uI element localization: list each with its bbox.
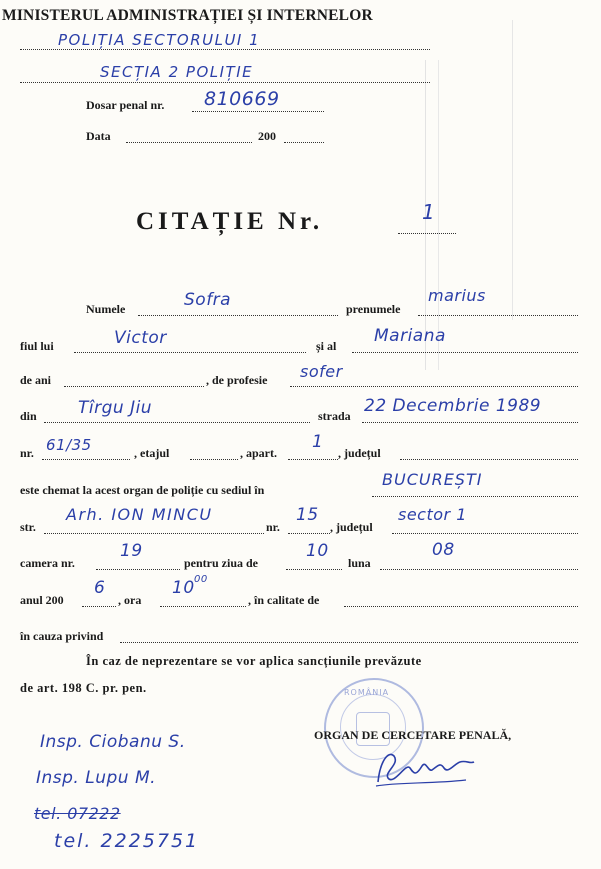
si-al-label: și al: [316, 339, 337, 353]
str-nr-label: nr.: [266, 520, 280, 534]
si-al-value: Mariana: [374, 326, 446, 346]
cauza-label: în cauza privind: [20, 629, 104, 643]
anul-value: 6: [94, 578, 106, 598]
din-label: din: [20, 409, 37, 423]
nr-label: nr.: [20, 446, 34, 460]
citation-title: CITAȚIE Nr.: [136, 208, 324, 235]
str-value: Arh. ION MINCU: [66, 505, 213, 524]
strada-label: strada: [318, 409, 351, 423]
nr-value: 61/35: [46, 436, 92, 454]
judetul-line: [400, 458, 578, 460]
anul-label: anul 200: [20, 593, 64, 607]
apart-label: , apart.: [240, 446, 277, 460]
profesie-line: [290, 385, 578, 387]
camera-value: 19: [120, 541, 143, 561]
strada-line: [362, 421, 578, 423]
nume-value: Sofra: [184, 290, 232, 310]
str-judetul-label: , județul: [330, 520, 373, 534]
dosar-line: [192, 110, 324, 112]
cauza-line: [120, 641, 578, 643]
nume-line: [138, 314, 338, 316]
chemat-label: este chemat la acest organ de poliție cu sediul în: [20, 483, 265, 497]
signature-icon: [370, 742, 480, 792]
str-nr-line: [288, 532, 330, 534]
tel-number: tel. 2225751: [54, 830, 200, 852]
sanction-line-1: În caz de neprezentare se vor aplica sancțiunile prevăzute: [86, 654, 422, 668]
section-line: [20, 81, 430, 83]
apart-value: 1: [312, 432, 324, 452]
data-year: 200: [258, 129, 276, 143]
bleed-through-mark: [512, 20, 533, 320]
nr-line: [42, 458, 130, 460]
ziua-value: 10: [306, 541, 329, 561]
ziua-label: pentru ziua de: [184, 556, 259, 570]
str-label: str.: [20, 520, 36, 534]
data-label: Data: [86, 129, 111, 143]
ministry-heading: MINISTERUL ADMINISTRAȚIEI ȘI INTERNELOR: [2, 7, 373, 24]
citation-number-line: [398, 232, 456, 234]
fiul-line: [74, 351, 306, 353]
luna-line: [380, 568, 578, 570]
anul-line: [82, 605, 116, 607]
camera-label: camera nr.: [20, 556, 75, 570]
data-year-line: [284, 141, 324, 143]
luna-value: 08: [432, 540, 455, 560]
section-value: SECȚIA 2 POLIȚIE: [100, 63, 254, 81]
data-line: [126, 141, 252, 143]
str-line: [44, 532, 264, 534]
de-ani-line: [64, 385, 204, 387]
dosar-value: 810669: [204, 88, 280, 110]
luna-label: luna: [348, 556, 371, 570]
chemat-value: BUCUREȘTI: [382, 470, 483, 489]
inspector-2: Insp. Lupu M.: [36, 768, 157, 788]
de-ani-label: de ani: [20, 373, 52, 387]
ora-line: [160, 605, 246, 607]
tel-crossed: tel. 07222: [34, 804, 121, 823]
strada-value: 22 Decembrie 1989: [364, 396, 542, 416]
sanction-line-2: de art. 198 C. pr. pen.: [20, 681, 147, 695]
prenume-line: [418, 314, 578, 316]
ora-value: 10: [172, 578, 195, 598]
stamp-text: ROMÂNIA: [344, 688, 390, 697]
profesie-value: sofer: [300, 362, 343, 381]
dosar-label: Dosar penal nr.: [86, 98, 165, 112]
chemat-line: [372, 495, 578, 497]
fiul-value: Victor: [114, 328, 167, 348]
din-value: Tîrgu Jiu: [78, 398, 153, 418]
profesie-label: , de profesie: [206, 373, 268, 387]
str-judetul-line: [392, 532, 578, 534]
din-line: [44, 421, 310, 423]
ziua-line: [286, 568, 342, 570]
ora-superscript: 00: [194, 574, 208, 585]
organ-label: ORGAN DE CERCETARE PENALĂ,: [314, 728, 512, 742]
str-nr-value: 15: [296, 505, 319, 525]
citation-number: 1: [422, 200, 436, 224]
prenume-value: marius: [428, 286, 486, 305]
ora-label: , ora: [118, 593, 142, 607]
apart-line: [288, 458, 338, 460]
police-unit-value: POLIȚIA SECTORULUI 1: [58, 31, 261, 49]
fiul-label: fiul lui: [20, 339, 54, 353]
calitate-label: , în calitate de: [248, 593, 320, 607]
prenume-label: prenumele: [346, 302, 401, 316]
camera-line: [96, 568, 180, 570]
calitate-line: [344, 605, 578, 607]
etajul-line: [190, 458, 238, 460]
inspector-1: Insp. Ciobanu S.: [40, 732, 186, 752]
nume-label: Numele: [86, 302, 126, 316]
etajul-label: , etajul: [134, 446, 170, 460]
si-al-line: [352, 351, 578, 353]
str-judetul-value: sector 1: [398, 505, 467, 524]
judetul-label: , județul: [338, 446, 381, 460]
